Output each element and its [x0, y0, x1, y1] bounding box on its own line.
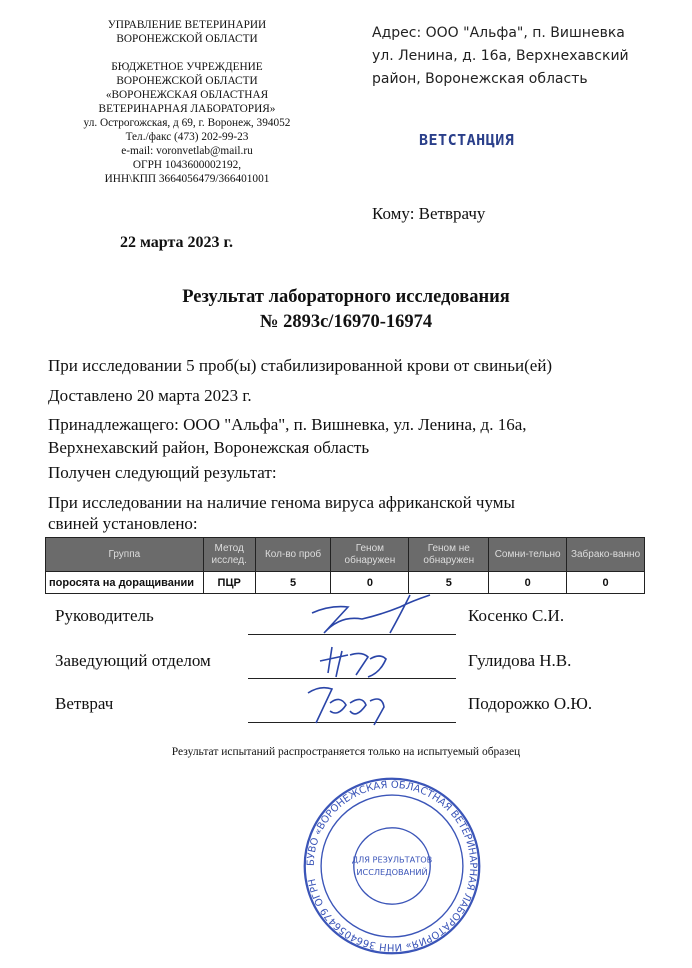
org-line: e-mail: voronvetlab@mail.ru: [121, 145, 253, 157]
organization-header: [62, 18, 312, 186]
signature-role: Руководитель: [55, 606, 154, 625]
column-header: Группа: [46, 538, 204, 572]
paragraph: свиней установлено:: [48, 514, 198, 533]
recipient: Кому: Ветврачу: [372, 204, 486, 223]
table-cell: 0: [567, 572, 645, 594]
signatory-name: Косенко С.И.: [468, 606, 565, 625]
signatory-name: Подорожко О.Ю.: [468, 694, 593, 713]
table-cell: поросята на доращивании: [46, 572, 204, 594]
column-header: Кол-во проб: [255, 538, 331, 572]
handwritten-signatures: [290, 585, 450, 735]
paragraph: При исследовании 5 проб(ы) стабилизированной крови от свиньи(ей): [48, 356, 553, 375]
official-stamp: [292, 766, 492, 966]
org-line: ИНН\КПП 3664056479/366401001: [104, 173, 270, 185]
paragraph: Верхнехавский район, Воронежская область: [48, 438, 370, 457]
table-cell: 5: [409, 572, 489, 594]
document-date: 22 марта 2023 г.: [120, 234, 233, 251]
column-header: Забрако-ванно: [567, 538, 645, 572]
signature-role: Заведующий отделом: [55, 651, 211, 670]
signatory-name: Гулидова Н.В.: [468, 651, 572, 670]
table-cell: 5: [255, 572, 331, 594]
table-cell: 0: [489, 572, 567, 594]
paragraph: Принадлежащего: ООО "Альфа", п. Вишневка, ул. Ленина, д. 16а,: [48, 415, 527, 434]
org-line: ВОРОНЕЖСКОЙ ОБЛАСТИ: [116, 75, 258, 87]
svg-text:ДЛЯ РЕЗУЛЬТАТОВ: ДЛЯ РЕЗУЛЬТАТОВ: [351, 854, 433, 865]
signature-role: Ветврач: [55, 694, 114, 713]
paragraph: Доставлено 20 марта 2023 г.: [48, 386, 252, 405]
table-header-row: [46, 538, 645, 572]
footer-note: Результат испытаний распространяется только на испытуемый образец: [171, 746, 521, 758]
vet-station-stamp: ВЕТСТАНЦИЯ: [419, 131, 515, 149]
column-header: Геном обнаружен: [331, 538, 409, 572]
document-number: № 2893с/16970-16974: [259, 312, 433, 332]
table-cell: ПЦР: [203, 572, 255, 594]
column-header: Сомни-тельно: [489, 538, 567, 572]
svg-text:ИССЛЕДОВАНИЙ: ИССЛЕДОВАНИЙ: [356, 867, 428, 878]
org-line: УПРАВЛЕНИЕ ВЕТЕРИНАРИИ: [107, 19, 267, 31]
address-line: район, Воронежская область: [372, 71, 588, 87]
svg-text:БУВО «ВОРОНЕЖСКАЯ ОБЛАСТНАЯ ВЕ: БУВО «ВОРОНЕЖСКАЯ ОБЛАСТНАЯ ВЕТЕРИНАРНАЯ ЛАБОРАТОРИЯ» ИНН 3664056479 ОГРН: [305, 779, 479, 953]
recipient-address: [372, 22, 629, 91]
table-cell: 0: [331, 572, 409, 594]
paragraph: При исследовании на наличие генома вируса африканской чумы: [48, 493, 515, 512]
title-line: Результат лабораторного исследования: [182, 287, 510, 307]
org-line: ВОРОНЕЖСКОЙ ОБЛАСТИ: [116, 33, 258, 45]
column-header: Метод исслед.: [203, 538, 255, 572]
org-line: ВЕТЕРИНАРНАЯ ЛАБОРАТОРИЯ»: [98, 103, 276, 115]
org-line: Тел./факс (473) 202-99-23: [125, 131, 249, 143]
org-line: БЮДЖЕТНОЕ УЧРЕЖДЕНИЕ: [111, 61, 263, 73]
paragraph: Получен следующий результат:: [48, 463, 277, 482]
address-line: ул. Ленина, д. 16а, Верхнехавский: [372, 48, 629, 64]
org-line: «ВОРОНЕЖСКАЯ ОБЛАСТНАЯ: [105, 89, 269, 101]
org-line: ОГРН 1043600002192,: [132, 159, 242, 171]
address-line: Адрес: ООО "Альфа", п. Вишневка: [372, 25, 625, 41]
column-header: Геном не обнаружен: [409, 538, 489, 572]
org-line: ул. Острогожская, д 69, г. Воронеж, 394052: [83, 117, 291, 129]
document-title: [0, 285, 692, 335]
